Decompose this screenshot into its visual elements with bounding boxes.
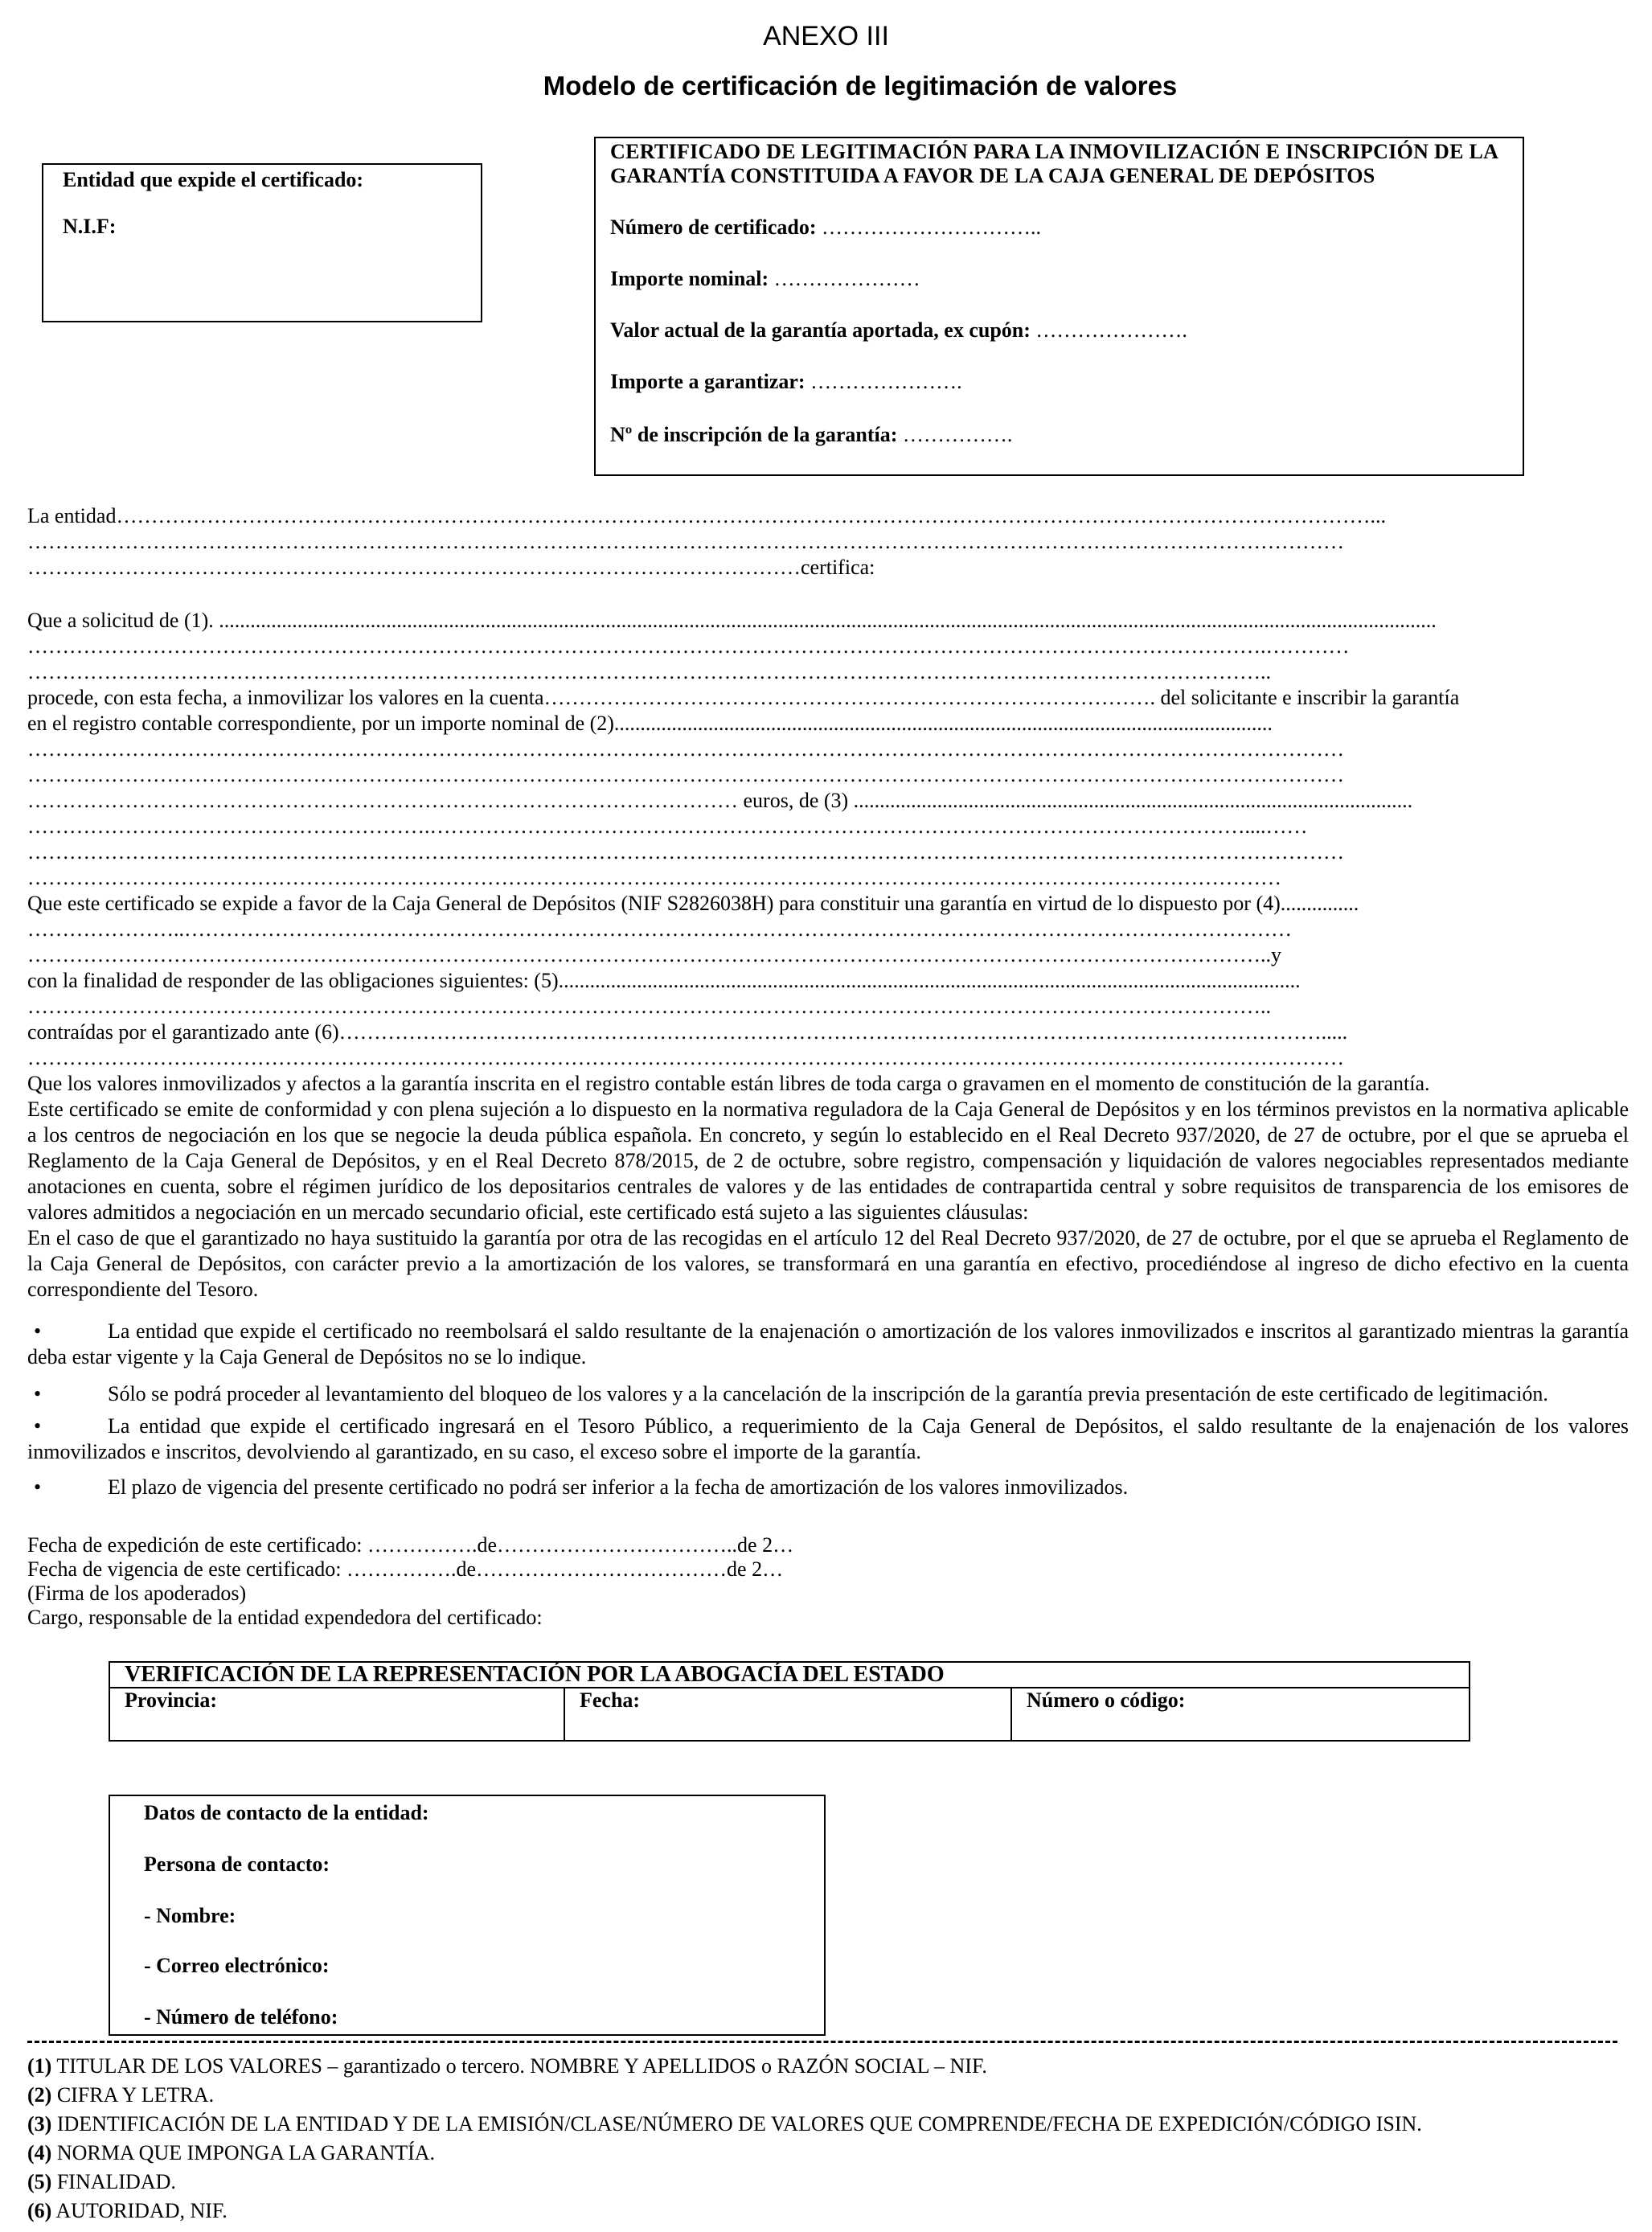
clause-text: La entidad que expide el certificado ingresará en el Tesoro Público, a requerimiento de la Caja General de Depósitos, el saldo resultante de la enajenación de los valores inmovilizados e inscritos, devolviendo al garantizado, en su caso, el exceso sobre el importe de la garantía. [27,1414,1629,1463]
field-dots: ………………… [769,267,920,290]
verification-title: VERIFICACIÓN DE LA REPRESENTACIÓN POR LA ABOGACÍA DEL ESTADO [109,1662,1470,1688]
contact-box [109,1795,826,2036]
footnote-text: AUTORIDAD, NIF. [51,2199,228,2222]
field-label: Número de certificado: [610,215,817,239]
body-line: ……………………………………………………………………………………………………………………………………………………………………… [27,530,1344,553]
body-line: Que este certificado se expide a favor de la Caja General de Depósitos (NIF S2826038H) para constituir una garantía en virtud de lo dispuesto por (4)............... [27,892,1359,915]
current-value-field [610,318,1187,343]
clause-text: La entidad que expide el certificado no reembolsará el saldo resultante de la enajenación o amortización de los valores inmovilizados e inscritos al garantizado mientras la garantía deba estar vigente y la Caja General de Depósitos no se lo indique. [27,1319,1629,1368]
body-line: …………………………………………………………………………………………………………………………………………………………….………… [27,634,1350,658]
footnote-number: (6) [27,2199,52,2222]
body-line: Que a solicitud de (1). ......................................................................................................................................................................................................................................... [27,609,1437,632]
body-line: ……………………………………………………………………………………………………………………………………………………………………… [27,763,1344,786]
contact-title: Datos de contacto de la entidad: [144,1801,429,1824]
clause-bullet [27,1475,1629,1500]
footnote-text: TITULAR DE LOS VALORES – garantizado o tercero. NOMBRE Y APELLIDOS o RAZÓN SOCIAL – NIF. [51,2054,987,2078]
contact-name-label: - Nombre: [144,1904,236,1927]
field-dots: …………………. [1030,318,1187,342]
body-line: procede, con esta fecha, a inmovilizar los valores en la cuenta……………………………………………………………………………. del solicitante e inscribir la garantía [27,686,1460,709]
footnote-text: CIFRA Y LETRA. [51,2083,215,2107]
issuing-entity-label: Entidad que expide el certificado: [63,168,364,191]
bullet-icon: • [34,1414,42,1438]
body-line: …………………………………………………………………………………………………certifica: [27,556,875,579]
footnote-number: (2) [27,2083,52,2107]
contact-email-label: - Correo electrónico: [144,1954,330,1977]
field-label: Importe a garantizar: [610,370,806,393]
guarantee-registration-field [610,423,1012,447]
body-line: …………………………………………………………………………………………………………………………………………………………….. [27,995,1271,1018]
body-line: con la finalidad de responder de las obligaciones siguientes: (5).............................................................................................................................................. [27,969,1301,992]
body-line: …………………..…………………………………………………………………………………………………………………………………………… [27,917,1292,941]
body-line: La entidad………………………………………………………………………………………………………………………………………………………………... [27,504,1386,527]
date-cell: Fecha: [564,1688,1011,1741]
nif-label: N.I.F: [63,215,117,238]
nominal-amount-field [610,267,920,291]
footnote [27,2113,1422,2136]
certificate-number-field [610,215,1041,240]
clause-bullet [27,1319,1629,1370]
bullet-icon: • [34,1475,42,1499]
body-line: en el registro contable correspondiente, por un importe nominal de (2).............................................................................................................................. [27,712,1273,735]
footnote-number: (1) [27,2054,52,2078]
field-dots: …………………. [805,370,962,393]
footnote-text: NORMA QUE IMPONGA LA GARANTÍA. [51,2141,436,2164]
footnote [27,2084,214,2107]
validity-date-line: Fecha de vigencia de este certificado: …………….de………………………………de 2… [27,1557,784,1581]
certificate-box [594,137,1524,476]
annex-title: ANEXO III [763,21,889,51]
clause-text: El plazo de vigencia del presente certificado no podrá ser inferior a la fecha de amortización de los valores inmovilizados. [108,1475,1129,1499]
paragraph: Este certificado se emite de conformidad y con plena sujeción a lo dispuesto en la normativa reguladora de la Caja General de Depósitos y en los términos previstos en la normativa aplicable a los centros de negociación en los que se negocie la deuda pública española. En concreto, y según lo establecido en el Real Decreto 937/2020, de 27 de octubre, por el que se aprueba el Reglamento de la Caja General de Depósitos, y en el Real Decreto 878/2015, de 2 de octubre, sobre registro, compensación y liquidación de valores negociables representados mediante anotaciones en cuenta, sobre el régimen jurídico de los depositarios centrales de valores y de las entidades de contrapartida central y sobre requisitos de transparencia de los emisores de valores admitidos a negociación en un mercado secundario oficial, este certificado está sujeto a las siguientes cláusulas: [27,1098,1629,1224]
province-cell: Provincia: [109,1688,564,1741]
bullet-icon: • [34,1382,42,1405]
footnote-number: (3) [27,2112,52,2136]
field-label: Importe nominal: [610,267,769,290]
body-line: ……………………………………………………………………………………………………………………………………………………………………… [27,840,1344,864]
clause-bullet [27,1413,1629,1465]
body-line: ………………………………………………………………………………………… euros, de (3) ........................................................................................................... [27,789,1413,812]
contact-phone-label: - Número de teléfono: [144,2005,338,2029]
body-line: ……………………………………………………………………………………………………………………………………………………………… [27,866,1281,889]
paragraph: En el caso de que el garantizado no haya sustituido la garantía por otra de las recogidas en el artículo 12 del Real Decreto 937/2020, de 27 de octubre, por el que se aprueba el Reglamento de la Caja General de Depósitos, con carácter previo a la amortización de los valores, se transformará en una garantía en efectivo, procediéndose al ingreso de dicho efectivo en la cuenta correspondiente del Tesoro. [27,1226,1629,1301]
footnote-number: (5) [27,2170,52,2193]
field-dots: ………………………….. [816,215,1042,239]
issue-date-line: Fecha de expedición de este certificado: …………….de……………………………..de 2… [27,1533,794,1557]
bullet-icon: • [34,1319,42,1343]
footnote [27,2142,435,2164]
dashed-separator [27,2041,1617,2043]
issuing-entity-box [42,163,482,322]
amount-to-guarantee-field [610,370,962,394]
certificate-heading: CERTIFICADO DE LEGITIMACIÓN PARA LA INMOVILIZACIÓN E INSCRIPCIÓN DE LA GARANTÍA CONSTITUIDA A FAVOR DE LA CAJA GENERAL DE DEPÓSITOS [610,140,1498,187]
contact-person-label: Persona de contacto: [144,1852,330,1876]
field-label: Nº de inscripción de la garantía: [610,423,898,446]
body-line: contraídas por el garantizado ante (6)……………………………………………………………………………………………………………………………..... [27,1020,1348,1044]
footnote-number: (4) [27,2141,52,2164]
signature-note: (Firma de los apoderados) [27,1582,247,1605]
body-line: ………………………………………………….………………………………………………………………………………………………………....…… [27,814,1308,838]
paragraph: Que los valores inmovilizados y afectos a la garantía inscrita en el registro contable están libres de toda carga o gravamen en el momento de constitución de la garantía. [27,1072,1430,1095]
clause-text: Sólo se podrá proceder al levantamiento del bloqueo de los valores y a la cancelación de la inscripción de la garantía previa presentación de este certificado de legitimación. [108,1382,1548,1405]
footnote-text: FINALIDAD. [51,2170,176,2193]
body-line: …………………………………………………………………………………………………………………………………………………………….. [27,660,1271,683]
body-line: ……………………………………………………………………………………………………………………………………………………………………… [27,737,1344,761]
position-line: Cargo, responsable de la entidad expendedora del certificado: [27,1606,543,1629]
footnote [27,2171,176,2193]
footnote-text: IDENTIFICACIÓN DE LA ENTIDAD Y DE LA EMISIÓN/CLASE/NÚMERO DE VALORES QUE COMPRENDE/FECHA DE EXPEDICIÓN/CÓDIGO ISIN. [51,2112,1422,2136]
footnote [27,2055,987,2078]
clause-bullet [27,1381,1629,1407]
body-line: ……………………………………………………………………………………………………………………………………………………………..y [27,943,1281,966]
document-title: Modelo de certificación de legitimación de valores [543,71,1178,101]
field-dots: ……………. [897,423,1013,446]
verification-table [109,1661,1470,1742]
body-line: ……………………………………………………………………………………………………………………………………………………………………… [27,1046,1344,1069]
number-cell: Número o código: [1011,1688,1470,1741]
field-label: Valor actual de la garantía aportada, ex cupón: [610,318,1031,342]
footnote [27,2200,228,2222]
